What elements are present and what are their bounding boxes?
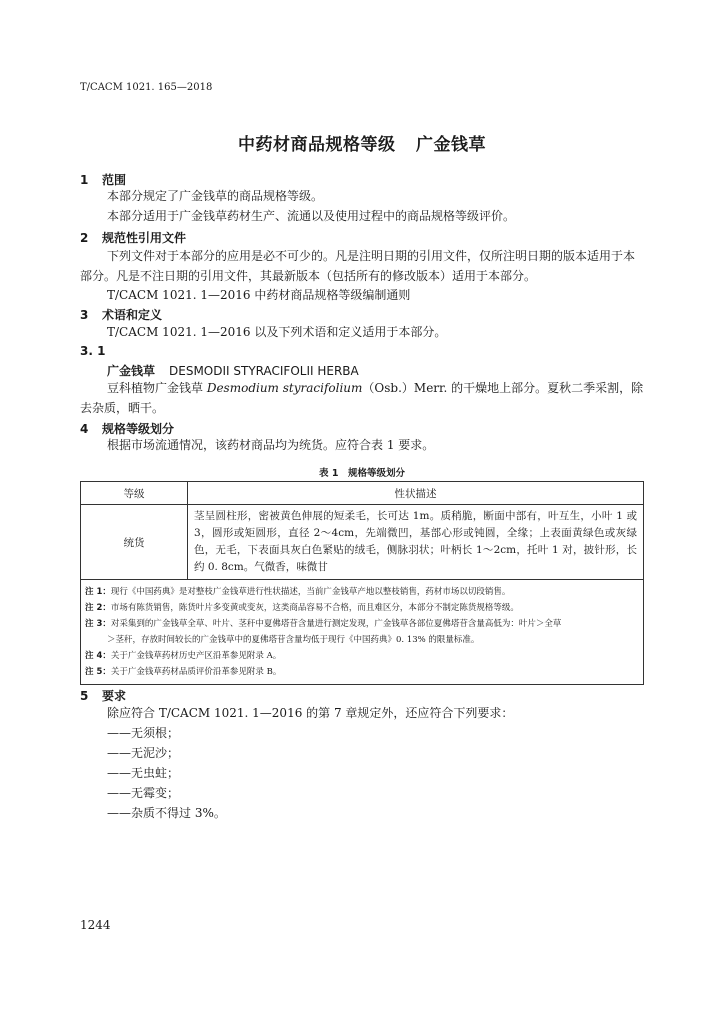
section-3-heading [80, 306, 162, 323]
header-description: 性状描述 [188, 482, 644, 505]
note-text: 关于广金钱草药材历史产区沿革参见附录 A。 [110, 651, 282, 661]
term-latin: DESMODII STYRACIFOLII HERBA [169, 364, 359, 378]
section-number: 3 [80, 308, 89, 322]
section-number: 5 [80, 689, 89, 703]
section-5-heading [80, 687, 126, 704]
note-text: 关于广金钱草药材品质评价沿革参见附录 B。 [110, 667, 282, 677]
note-1 [85, 584, 639, 600]
note-text: 对采集到的广金钱草全草、叶片、茎秆中夏佛塔苷含量进行测定发现，广金钱草各部位夏佛塔苷含量高低为：叶片＞全草 [110, 619, 562, 629]
note-5 [85, 664, 639, 680]
sec1-paragraph-1: 本部分规定了广金钱草的商品规格等级。 [107, 189, 324, 203]
note-label: 注 1： [85, 587, 111, 597]
note-4 [85, 648, 639, 664]
page-number: 1244 [80, 918, 111, 932]
table-header-row [81, 482, 644, 505]
note-2 [85, 600, 639, 616]
header-grade: 等级 [81, 482, 188, 505]
section-number: 4 [80, 422, 89, 436]
sec4-paragraph-1: 根据市场流通情况，该药材商品均为统货。应符合表 1 要求。 [107, 438, 435, 452]
grade-cell: 统货 [81, 505, 188, 580]
section-title: 术语和定义 [102, 308, 163, 322]
note-label: 注 4： [85, 651, 111, 661]
page-title [0, 130, 724, 155]
grade-table [80, 481, 644, 685]
sec3-paragraph-1: T/CACM 1021. 1—2016 以及下列术语和定义适用于本部分。 [107, 325, 447, 339]
section-number: 2 [80, 231, 89, 245]
note-text: 现行《中国药典》是对整枝广金钱草进行性状描述，当前广金钱草产地以整枝销售，药材市场以切段销售。 [110, 587, 511, 597]
section-title: 范围 [102, 173, 127, 187]
definition-prefix: 豆科植物广金钱草 [107, 381, 207, 395]
sec3-1-number: 3. 1 [80, 344, 106, 358]
requirement-item: ——无虫蛀； [107, 766, 180, 780]
definition-suffix: （Osb.）Merr. 的干燥地上部分。夏秋二季采割，除去杂质，晒干。 [80, 381, 644, 415]
section-2-heading [80, 229, 186, 246]
requirement-item: ——无霉变； [107, 786, 180, 800]
term-entry [107, 362, 359, 379]
table-row [81, 505, 644, 580]
section-1-heading [80, 171, 126, 188]
requirement-item: ——无须根； [107, 726, 180, 740]
note-text: 市场有陈货销售，陈货叶片多变黄或变灰，这类商品容易不合格，而且难区分，本部分不制定陈货规格等级。 [110, 603, 519, 613]
section-number: 1 [80, 173, 89, 187]
title-part2: 广金钱草 [415, 135, 486, 155]
note-3 [85, 616, 639, 648]
definition-latin-name: Desmodium styracifolium [206, 381, 363, 395]
section-title: 要求 [102, 689, 127, 703]
term-chinese: 广金钱草 [107, 364, 156, 378]
sec2-reference: T/CACM 1021. 1—2016 中药材商品规格等级编制通则 [107, 288, 411, 302]
note-label: 注 5： [85, 667, 111, 677]
section-4-heading [80, 420, 174, 437]
term-definition [80, 378, 644, 418]
sec2-paragraph-1: 下列文件对于本部分的应用是必不可少的。凡是注明日期的引用文件，仅所注明日期的版本适用于本部分。凡是不注日期的引用文件，其最新版本（包括所有的修改版本）适用于本部分。 [80, 249, 636, 283]
notes-cell [81, 580, 644, 685]
requirement-item: ——无泥沙； [107, 746, 180, 760]
section-title: 规范性引用文件 [102, 231, 187, 245]
title-part1: 中药材商品规格等级 [238, 135, 396, 155]
table-caption: 表 1 规格等级划分 [319, 468, 405, 479]
sec5-paragraph-1: 除应符合 T/CACM 1021. 1—2016 的第 7 章规定外，还应符合下列要求： [107, 706, 514, 720]
requirement-item: ——杂质不得过 3%。 [107, 806, 226, 820]
description-cell: 茎呈圆柱形，密被黄色伸展的短柔毛，长可达 1m。质稍脆，断面中部有，叶互生，小叶 1 或 3，圆形或矩圆形，直径 2～4cm，先端微凹，基部心形或钝圆，全缘；上表面黄绿色或灰绿色，无毛，下表面具灰白色紧贴的绒毛，侧脉羽状；叶柄长 1～2cm，托叶 1 对，披针形，长约 0. 8cm。气微香，味微甘 [188, 505, 644, 580]
note-label: 注 2： [85, 603, 111, 613]
note-text-continued: ＞茎秆，存放时间较长的广金钱草中的夏佛塔苷含量均低于现行《中国药典》0. 13% 的限量标准。 [107, 635, 480, 645]
note-label: 注 3： [85, 619, 111, 629]
standard-number: T/CACM 1021. 165—2018 [80, 82, 213, 93]
section-title: 规格等级划分 [102, 422, 175, 436]
sec1-paragraph-2: 本部分适用于广金钱草药材生产、流通以及使用过程中的商品规格等级评价。 [107, 209, 516, 223]
notes-row [81, 580, 644, 685]
